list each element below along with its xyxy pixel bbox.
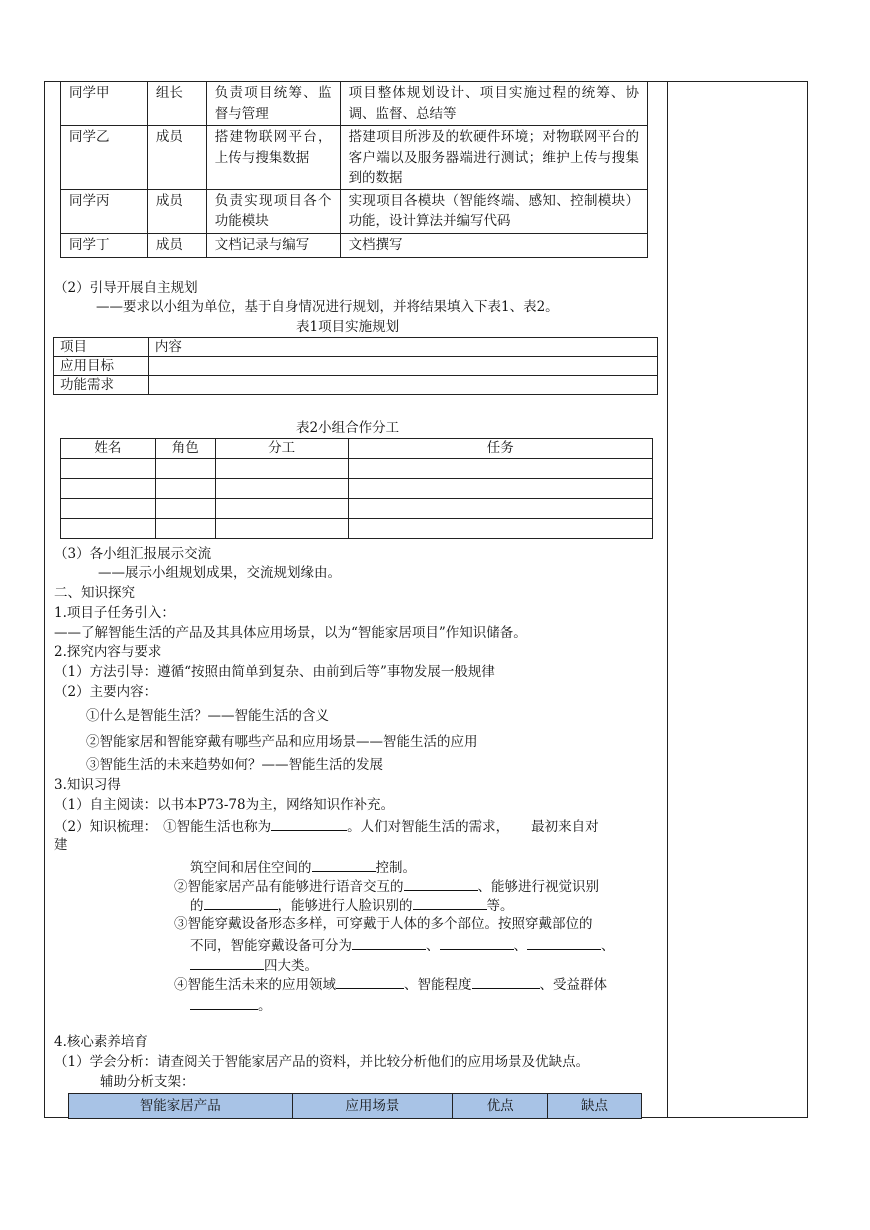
plan-row-label: 应用目标 xyxy=(54,357,149,376)
blank-field[interactable] xyxy=(413,895,487,910)
role-title: 组长 xyxy=(147,82,206,126)
table-row xyxy=(61,233,648,257)
team-cell[interactable] xyxy=(348,499,652,519)
table-row xyxy=(54,338,658,357)
fill-text: 等。 xyxy=(486,898,514,914)
team-col-header: 姓名 xyxy=(61,439,156,459)
fill-text: 的 xyxy=(190,898,204,914)
item2-method: （1）方法引导：遵循“按照由简单到复杂、由前到后等”事物发展一般规律 xyxy=(54,664,495,680)
fill-line-4 xyxy=(174,974,607,994)
blank-field[interactable] xyxy=(352,935,426,950)
item4-frame-label: 辅助分析支架： xyxy=(100,1074,195,1090)
fill-line-2 xyxy=(174,876,599,896)
question-2: ②智能家居和智能穿戴有哪些产品和应用场景——智能生活的应用 xyxy=(86,734,478,750)
table-row xyxy=(61,499,653,519)
team-cell[interactable] xyxy=(155,479,215,499)
team-cell[interactable] xyxy=(155,519,215,539)
role-name: 同学甲 xyxy=(61,82,148,126)
fill-line-2b xyxy=(190,895,514,915)
team-cell[interactable] xyxy=(61,519,156,539)
fill-line-3c xyxy=(190,955,318,975)
team-cell[interactable] xyxy=(215,519,348,539)
frame-col-header: 缺点 xyxy=(548,1094,642,1119)
fill-text: 、智能程度 xyxy=(404,977,472,993)
role-task: 搭建项目所涉及的软硬件环境；对物联网平台的客户端以及服务器端进行测试；维护上传与搜集到的数据 xyxy=(340,126,647,190)
sort-label: （2）知识梳理： xyxy=(54,819,158,835)
fill-text: 、能够进行视觉识别 xyxy=(477,879,599,895)
fill-line-4b xyxy=(190,995,272,1015)
role-title: 成员 xyxy=(147,189,206,233)
item2-title: 2.探究内容与要求 xyxy=(54,644,162,660)
fill-text: 。人们对智能生活的需求， xyxy=(347,819,510,835)
item1-title: 1.项目子任务引入： xyxy=(54,605,175,621)
item3-title: 3.知识习得 xyxy=(54,777,121,793)
fill-line-1b xyxy=(190,857,416,877)
roles-table xyxy=(60,81,648,258)
plan-row-content[interactable] xyxy=(148,376,657,395)
fill-line-1 xyxy=(54,816,599,836)
team-cell[interactable] xyxy=(348,459,652,479)
fill-text: 筑空间和居住空间的 xyxy=(190,860,312,876)
blank-field[interactable] xyxy=(440,935,514,950)
fill-text: 。 xyxy=(258,998,272,1014)
plan-row-label: 功能需求 xyxy=(54,376,149,395)
role-task: 文档撰写 xyxy=(340,233,647,257)
fill-text: 、 xyxy=(426,938,440,954)
table-row xyxy=(61,82,648,126)
report-heading: （3）各小组汇报展示交流 xyxy=(54,546,212,562)
role-duty: 负责项目统筹、监督与管理 xyxy=(206,82,340,126)
team-cell[interactable] xyxy=(348,479,652,499)
blank-field[interactable] xyxy=(472,974,540,989)
plan-table xyxy=(53,337,658,395)
fill-text: ②智能家居产品有能够进行语音交互的 xyxy=(174,879,404,895)
table1-caption: 表1项目实施规划 xyxy=(296,319,400,335)
role-task: 实现项目各模块（智能终端、感知、控制模块）功能，设计算法并编写代码 xyxy=(340,189,647,233)
plan-col-header: 项目 xyxy=(54,338,149,357)
table-row xyxy=(54,357,658,376)
team-cell[interactable] xyxy=(215,459,348,479)
table-row xyxy=(61,519,653,539)
table-row xyxy=(69,1094,642,1119)
table2-caption: 表2小组合作分工 xyxy=(296,420,400,436)
team-cell[interactable] xyxy=(215,499,348,519)
item4-title: 4.核心素养培育 xyxy=(54,1034,148,1050)
blank-field[interactable] xyxy=(204,895,278,910)
team-cell[interactable] xyxy=(155,499,215,519)
fill-line-3b xyxy=(190,935,615,955)
blank-field[interactable] xyxy=(190,955,264,970)
team-col-header: 分工 xyxy=(215,439,348,459)
team-cell[interactable] xyxy=(61,499,156,519)
fill-text: 最初来自对 xyxy=(531,819,599,835)
plan-row-content[interactable] xyxy=(148,357,657,376)
fill-text: 、 xyxy=(601,938,615,954)
role-duty: 负责实现项目各个功能模块 xyxy=(206,189,340,233)
team-cell[interactable] xyxy=(61,459,156,479)
table-row xyxy=(61,459,653,479)
item1-text: ——了解智能生活的产品及其具体应用场景，以为“智能家居项目”作知识储备。 xyxy=(54,625,527,641)
fill-text: ①智能生活也称为 xyxy=(163,819,272,835)
role-title: 成员 xyxy=(147,126,206,190)
role-name: 同学丙 xyxy=(61,189,148,233)
plan-col-header: 内容 xyxy=(148,338,657,357)
fill-text: 四大类。 xyxy=(264,958,318,974)
table-row xyxy=(61,439,653,459)
frame-col-header: 应用场景 xyxy=(292,1094,453,1119)
role-duty: 搭建物联网平台，上传与搜集数据 xyxy=(206,126,340,190)
fill-text: ④智能生活未来的应用领域 xyxy=(174,977,336,993)
blank-field[interactable] xyxy=(312,857,376,872)
column-divider xyxy=(667,82,668,1117)
frame-col-header: 智能家居产品 xyxy=(69,1094,293,1119)
team-col-header: 角色 xyxy=(155,439,215,459)
question-3: ③智能生活的未来趋势如何？——智能生活的发展 xyxy=(86,757,383,773)
fill-text: 、 xyxy=(513,938,527,954)
blank-field[interactable] xyxy=(271,816,347,831)
table-row xyxy=(61,479,653,499)
blank-field[interactable] xyxy=(336,974,404,989)
team-cell[interactable] xyxy=(215,479,348,499)
role-task: 项目整体规划设计、项目实施过程的统筹、协调、监督、总结等 xyxy=(340,82,647,126)
blank-field[interactable] xyxy=(190,995,258,1010)
blank-field[interactable] xyxy=(527,935,601,950)
team-cell[interactable] xyxy=(61,479,156,499)
team-col-header: 任务 xyxy=(348,439,652,459)
table-row xyxy=(61,189,648,233)
role-duty: 文档记录与编写 xyxy=(206,233,340,257)
guide-instruction: ——要求以小组为单位，基于自身情况进行规划，并将结果填入下表1、表2。 xyxy=(96,299,559,315)
role-name: 同学丁 xyxy=(61,233,148,257)
item2-main: （2）主要内容： xyxy=(54,684,158,700)
table-row xyxy=(54,376,658,395)
guide-heading: （2）引导开展自主规划 xyxy=(54,280,198,296)
fill-line-3: ③智能穿戴设备形态多样，可穿戴于人体的多个部位。按照穿戴部位的 xyxy=(174,916,593,932)
fill-text: 、受益群体 xyxy=(539,977,607,993)
team-cell[interactable] xyxy=(155,459,215,479)
role-name: 同学乙 xyxy=(61,126,148,190)
table-row xyxy=(61,126,648,190)
item4-analysis: （1）学会分析：请查阅关于智能家居产品的资料，并比较分析他们的应用场景及优缺点。 xyxy=(54,1054,590,1070)
fill-text: 控制。 xyxy=(375,860,416,876)
team-cell[interactable] xyxy=(348,519,652,539)
question-1: ①什么是智能生活？——智能生活的含义 xyxy=(86,708,329,724)
fill-wrap: 建 xyxy=(54,837,68,853)
fill-text: ，能够进行人脸识别的 xyxy=(277,898,413,914)
role-title: 成员 xyxy=(147,233,206,257)
fill-text: 不同，智能穿戴设备可分为 xyxy=(190,938,352,954)
blank-field[interactable] xyxy=(404,876,478,891)
analysis-frame-table xyxy=(68,1093,642,1119)
item3-read: （1）自主阅读：以书本P73-78为主，网络知识作补充。 xyxy=(54,797,395,813)
report-instruction: ——展示小组规划成果，交流规划缘由。 xyxy=(98,565,341,581)
section-title: 二、知识探究 xyxy=(54,585,135,601)
team-table xyxy=(60,438,653,539)
frame-col-header: 优点 xyxy=(453,1094,548,1119)
